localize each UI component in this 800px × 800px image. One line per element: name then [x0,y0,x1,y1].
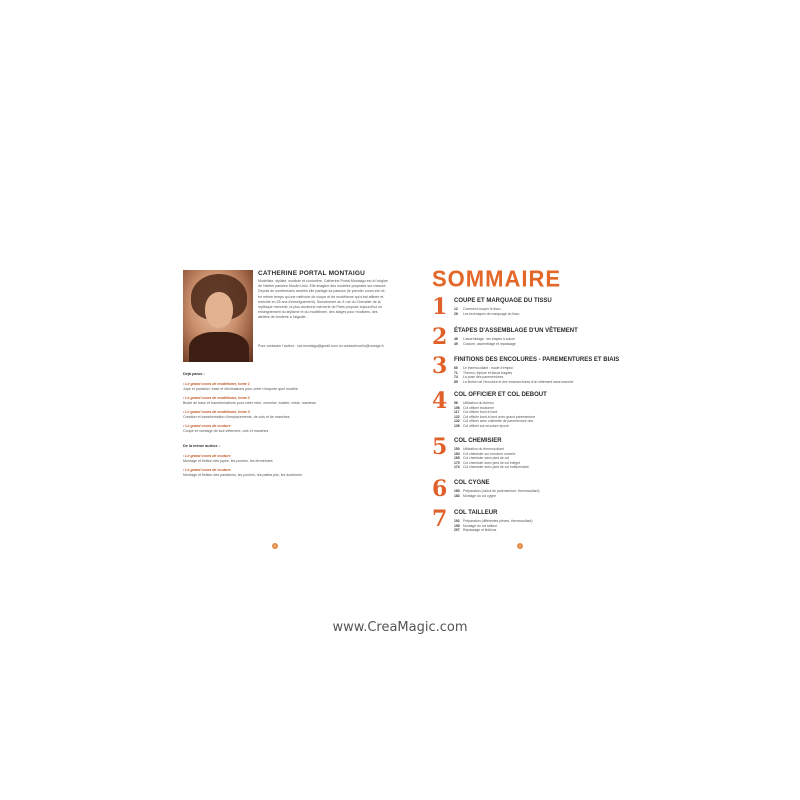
toc-item: 122 Col officier bord à bord avec grand parementure [454,414,536,419]
toc-item: 170 Col chemisier avec pied de col intégré [454,460,521,465]
toc-item: 180 Préparation (calcul de parementure, thermocollant) [454,489,540,493]
author-contact: Pour contacter l'auteur : cat.montaigu@gmail.com ou contactmoulin@orange.fr [258,344,384,348]
toc-item: 195 Montage du col tailleur [454,523,498,528]
chapter-title: COUPE ET MARQUAGE DU TISSU [454,298,552,304]
toc-item: 74 La pose des parementures [454,375,504,380]
chapter-number: 4 [432,388,448,414]
toc-item: 183 Montage du col cygne [454,493,497,498]
book-entry: • Le grand cours de couture Montage et finition des pantalons, les poches, les pattes plis, les doublures [183,468,388,478]
toc-item: 117 Col officier bord à bord [454,410,498,415]
page-number: 6 [272,543,278,549]
chapter-number: 3 [432,353,448,379]
toc-item: 26 Les techniques de marquage du tissu [454,311,520,316]
same-author-title: De la même autrice : [183,444,220,448]
chapter-title: FINITIONS DES ENCOLURES - PAREMENTURES ET BIAIS [454,357,620,363]
watermark: www.CreaMagic.com [332,620,468,635]
book-entry: • Le grand cours de modélisme, tome 1 Jupe et pantalon, base et déclinaisons pour créer n'importe quel modèle [183,382,388,392]
page-number: 7 [517,543,523,549]
toc-item: 150 Utilisation du thermocollant [454,447,504,451]
toc-item: 132 Col officier avec collerette de parementure dos [454,419,534,424]
chapter-number: 2 [432,324,448,350]
chapter-number: 5 [432,434,448,460]
toc-item: 49 Couture, assemblage et repassage [454,341,516,346]
toc-item: 207 Repassage et finitions [454,528,497,533]
author-name: CATHERINE PORTAL MONTAIGU [258,270,366,277]
chapter-title: COL CYGNE [454,480,490,486]
toc-item: 154 Col chemisier sur encolure ouverte [454,451,516,456]
toc-title: SOMMAIRE [432,265,561,292]
book-entry: • Le grand cours de modélisme, tome 2 Buste de base et transformations pour créer robe, chemise, bustier, veste, manteau [183,396,388,406]
toc-item: 46 L'assemblage : les étapes à suivre [454,337,515,341]
chapter-number: 1 [432,294,448,320]
chapter-title: ÉTAPES D'ASSEMBLAGE D'UN VÊTEMENT [454,328,578,334]
chapter-number: 6 [432,476,448,502]
chapter-number: 7 [432,506,448,532]
left-page [160,230,404,572]
chapter-title: COL CHEMISIER [454,438,502,444]
toc-item: 106 Col officier boutonné [454,405,495,410]
right-page [406,230,650,572]
book-entry: • Le grand cours de modélisme, tome 3 Création et transformation d'emplacements, de cols et de manches [183,410,388,420]
toc-item: 12 Comment couper le tissu [454,307,501,311]
toc-item: 139 Col officier sur encolure époxé [454,423,509,428]
toc-item: 96 Utilisation du thermo [454,401,494,405]
toc-item: 192 Préparation (différentes pièces, thermocollant) [454,519,533,523]
book-spread [150,230,650,572]
author-portrait [183,270,253,362]
chapter-title: COL TAILLEUR [454,510,498,516]
chapter-title: COL OFFICIER ET COL DEBOUT [454,392,547,398]
already-published-title: Déjà parus : [183,372,205,376]
toc-item: 89 La finition de l'encolure et des emmanchures d'un vêtement sans manche [454,379,574,384]
toc-item: 165 Col chemisier sans pied de col [454,456,509,461]
book-entry: • Le grand cours de couture Coupe et montage de tout vêtement, cols et manches [183,424,388,434]
book-entry: • Le grand cours de couture Montage et finition des jupes, les poches, les fermetures [183,454,388,464]
toc-item: 60 Le thermocollant : mode d'emploi [454,366,513,370]
author-bio: Modéliste, styliste, modiste et couturière, Catherine Portal Montaigu est à l'origine de l'atelier parisien Moulin Unic. Elle imagine des modèles proposés sur-mesure. Depuis de nombreuses années elle partage sa passion (le premier cours est né, en même temps qu'une méthode de coupe et de modélisme qui s'est affinée et enrichie en 25 ans d'enseignement). Surnommée au 4 rue du Chevalier de la mythique mercerie, la plus ancienne mercerie de Paris propose aujourd'hui un enseignement du stylisme et du modélisme, des stages pour modistes, des ateliers de broderie à l'aiguille... [258,279,388,320]
toc-item: 174 Col chemisier avec pied de col indépendant [454,465,529,470]
toc-item: 71 Thermo, triplure et tissus fragiles [454,370,513,375]
